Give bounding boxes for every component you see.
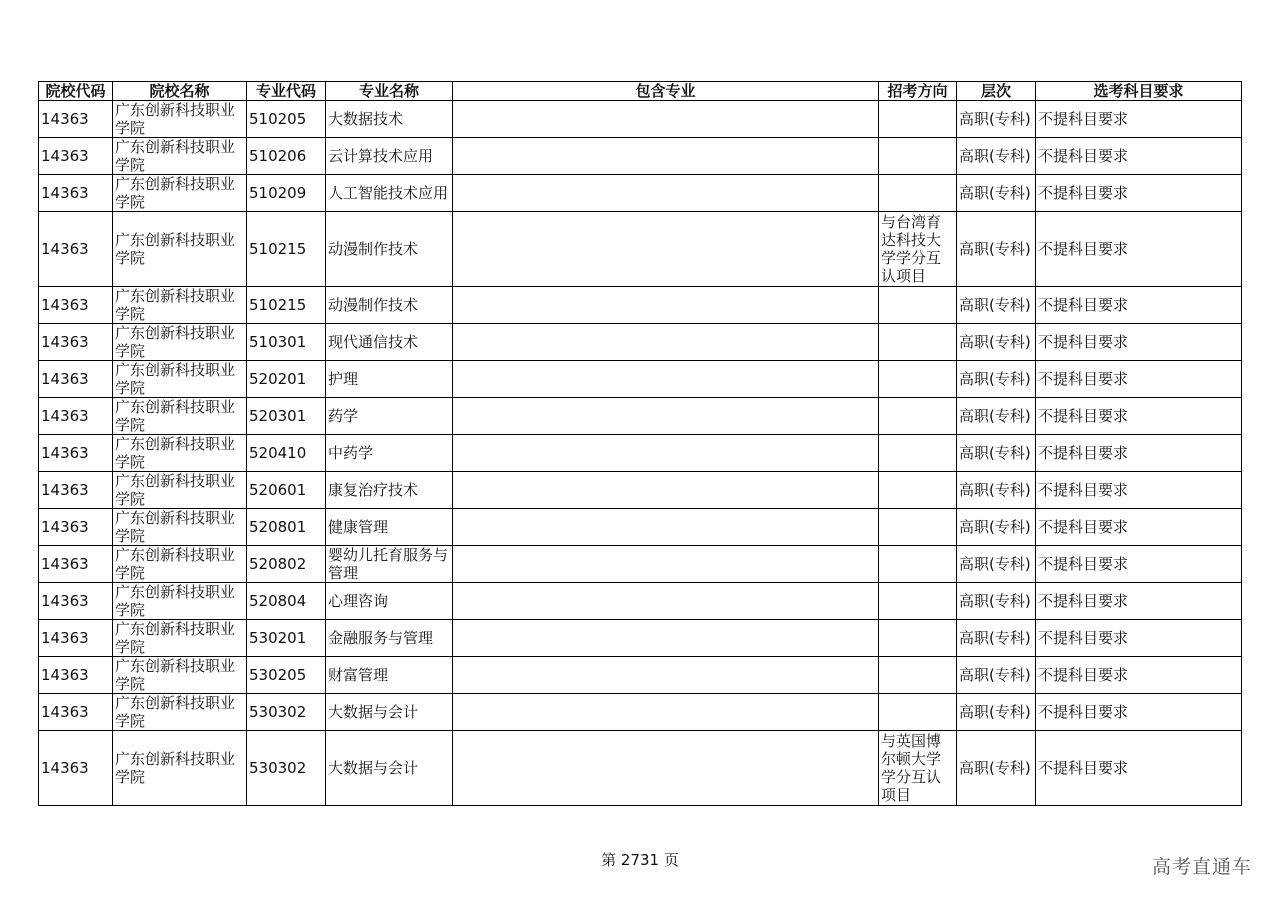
cell-subject-req: 不提科目要求 [1036, 175, 1242, 212]
cell-subject-req: 不提科目要求 [1036, 694, 1242, 731]
cell-school-name: 广东创新科技职业学院 [113, 324, 247, 361]
cell-subject-req: 不提科目要求 [1036, 101, 1242, 138]
table-row [39, 324, 1242, 361]
header-level: 层次 [957, 82, 1036, 101]
cell-school-name: 广东创新科技职业学院 [113, 657, 247, 694]
admissions-table [38, 81, 1242, 806]
cell-subject-req: 不提科目要求 [1036, 731, 1242, 806]
cell-direction [879, 620, 957, 657]
cell-subject-req: 不提科目要求 [1036, 620, 1242, 657]
cell-school-code: 14363 [39, 138, 113, 175]
cell-level: 高职(专科) [957, 398, 1036, 435]
table-row [39, 509, 1242, 546]
cell-subject-req: 不提科目要求 [1036, 212, 1242, 287]
table-row [39, 175, 1242, 212]
cell-included-majors [453, 620, 879, 657]
cell-direction [879, 287, 957, 324]
cell-direction [879, 361, 957, 398]
cell-school-name: 广东创新科技职业学院 [113, 287, 247, 324]
table-row [39, 694, 1242, 731]
cell-subject-req: 不提科目要求 [1036, 324, 1242, 361]
cell-included-majors [453, 546, 879, 583]
cell-major-name: 大数据与会计 [326, 731, 453, 806]
cell-major-code: 530205 [247, 657, 326, 694]
cell-subject-req: 不提科目要求 [1036, 398, 1242, 435]
cell-major-code: 510301 [247, 324, 326, 361]
cell-direction [879, 657, 957, 694]
table-row [39, 620, 1242, 657]
cell-school-code: 14363 [39, 398, 113, 435]
cell-major-code: 530201 [247, 620, 326, 657]
cell-level: 高职(专科) [957, 361, 1036, 398]
table-row [39, 361, 1242, 398]
cell-major-code: 520301 [247, 398, 326, 435]
cell-major-code: 530302 [247, 694, 326, 731]
table-row [39, 138, 1242, 175]
cell-level: 高职(专科) [957, 620, 1036, 657]
cell-subject-req: 不提科目要求 [1036, 657, 1242, 694]
cell-major-name: 心理咨询 [326, 583, 453, 620]
cell-direction [879, 101, 957, 138]
cell-major-name: 康复治疗技术 [326, 472, 453, 509]
cell-school-code: 14363 [39, 361, 113, 398]
cell-included-majors [453, 694, 879, 731]
watermark: 高考直通车 [1151, 856, 1252, 878]
cell-school-code: 14363 [39, 731, 113, 806]
cell-direction [879, 694, 957, 731]
cell-included-majors [453, 175, 879, 212]
cell-included-majors [453, 435, 879, 472]
cell-school-code: 14363 [39, 583, 113, 620]
cell-subject-req: 不提科目要求 [1036, 138, 1242, 175]
cell-major-code: 520201 [247, 361, 326, 398]
header-major-code: 专业代码 [247, 82, 326, 101]
cell-included-majors [453, 472, 879, 509]
cell-school-name: 广东创新科技职业学院 [113, 694, 247, 731]
cell-direction [879, 509, 957, 546]
cell-subject-req: 不提科目要求 [1036, 287, 1242, 324]
cell-level: 高职(专科) [957, 101, 1036, 138]
cell-major-code: 520804 [247, 583, 326, 620]
cell-included-majors [453, 731, 879, 806]
header-row [39, 82, 1242, 101]
cell-major-code: 510209 [247, 175, 326, 212]
cell-subject-req: 不提科目要求 [1036, 472, 1242, 509]
cell-direction [879, 472, 957, 509]
cell-level: 高职(专科) [957, 435, 1036, 472]
page-number: 第 2731 页 [601, 851, 679, 869]
cell-school-code: 14363 [39, 694, 113, 731]
header-school-name: 院校名称 [113, 82, 247, 101]
cell-school-name: 广东创新科技职业学院 [113, 472, 247, 509]
cell-major-code: 510206 [247, 138, 326, 175]
header-subject-req: 选考科目要求 [1036, 82, 1242, 101]
cell-direction [879, 583, 957, 620]
cell-level: 高职(专科) [957, 657, 1036, 694]
cell-major-code: 520802 [247, 546, 326, 583]
cell-major-code: 510215 [247, 212, 326, 287]
cell-direction [879, 398, 957, 435]
cell-school-code: 14363 [39, 175, 113, 212]
cell-school-name: 广东创新科技职业学院 [113, 583, 247, 620]
cell-school-name: 广东创新科技职业学院 [113, 435, 247, 472]
cell-level: 高职(专科) [957, 694, 1036, 731]
cell-school-code: 14363 [39, 546, 113, 583]
cell-school-name: 广东创新科技职业学院 [113, 138, 247, 175]
cell-school-code: 14363 [39, 212, 113, 287]
cell-school-name: 广东创新科技职业学院 [113, 212, 247, 287]
cell-school-code: 14363 [39, 435, 113, 472]
cell-direction [879, 138, 957, 175]
cell-level: 高职(专科) [957, 583, 1036, 620]
cell-level: 高职(专科) [957, 212, 1036, 287]
cell-level: 高职(专科) [957, 509, 1036, 546]
table-row [39, 287, 1242, 324]
table-row [39, 657, 1242, 694]
cell-included-majors [453, 212, 879, 287]
cell-school-code: 14363 [39, 324, 113, 361]
cell-major-code: 520601 [247, 472, 326, 509]
cell-included-majors [453, 361, 879, 398]
cell-school-code: 14363 [39, 657, 113, 694]
table-row [39, 472, 1242, 509]
cell-level: 高职(专科) [957, 546, 1036, 583]
cell-major-name: 云计算技术应用 [326, 138, 453, 175]
cell-school-name: 广东创新科技职业学院 [113, 175, 247, 212]
cell-major-code: 510205 [247, 101, 326, 138]
cell-subject-req: 不提科目要求 [1036, 435, 1242, 472]
table-row [39, 435, 1242, 472]
cell-included-majors [453, 398, 879, 435]
cell-major-name: 金融服务与管理 [326, 620, 453, 657]
cell-direction: 与英国博尔顿大学学分互认项目 [879, 731, 957, 806]
cell-major-name: 动漫制作技术 [326, 212, 453, 287]
cell-school-name: 广东创新科技职业学院 [113, 101, 247, 138]
cell-level: 高职(专科) [957, 472, 1036, 509]
cell-school-name: 广东创新科技职业学院 [113, 620, 247, 657]
cell-major-name: 人工智能技术应用 [326, 175, 453, 212]
cell-subject-req: 不提科目要求 [1036, 583, 1242, 620]
cell-direction [879, 324, 957, 361]
cell-included-majors [453, 657, 879, 694]
cell-major-name: 现代通信技术 [326, 324, 453, 361]
table-row [39, 212, 1242, 287]
cell-major-name: 财富管理 [326, 657, 453, 694]
cell-school-name: 广东创新科技职业学院 [113, 398, 247, 435]
cell-school-code: 14363 [39, 620, 113, 657]
table-row [39, 398, 1242, 435]
cell-included-majors [453, 324, 879, 361]
cell-school-name: 广东创新科技职业学院 [113, 361, 247, 398]
cell-school-code: 14363 [39, 101, 113, 138]
cell-direction: 与台湾育达科技大学学分互认项目 [879, 212, 957, 287]
cell-included-majors [453, 287, 879, 324]
cell-major-name: 护理 [326, 361, 453, 398]
cell-included-majors [453, 101, 879, 138]
cell-major-name: 动漫制作技术 [326, 287, 453, 324]
cell-major-name: 药学 [326, 398, 453, 435]
cell-direction [879, 546, 957, 583]
header-included-majors: 包含专业 [453, 82, 879, 101]
cell-major-code: 530302 [247, 731, 326, 806]
table-row [39, 583, 1242, 620]
cell-school-code: 14363 [39, 287, 113, 324]
table-row [39, 731, 1242, 806]
cell-school-name: 广东创新科技职业学院 [113, 509, 247, 546]
cell-major-name: 大数据与会计 [326, 694, 453, 731]
cell-level: 高职(专科) [957, 324, 1036, 361]
header-major-name: 专业名称 [326, 82, 453, 101]
cell-level: 高职(专科) [957, 731, 1036, 806]
cell-level: 高职(专科) [957, 138, 1036, 175]
cell-subject-req: 不提科目要求 [1036, 546, 1242, 583]
header-direction: 招考方向 [879, 82, 957, 101]
cell-major-name: 健康管理 [326, 509, 453, 546]
header-school-code: 院校代码 [39, 82, 113, 101]
cell-school-name: 广东创新科技职业学院 [113, 731, 247, 806]
cell-major-code: 520410 [247, 435, 326, 472]
cell-direction [879, 435, 957, 472]
cell-major-name: 婴幼儿托育服务与管理 [326, 546, 453, 583]
cell-major-name: 中药学 [326, 435, 453, 472]
cell-direction [879, 175, 957, 212]
cell-subject-req: 不提科目要求 [1036, 361, 1242, 398]
cell-included-majors [453, 138, 879, 175]
cell-included-majors [453, 509, 879, 546]
cell-major-code: 520801 [247, 509, 326, 546]
cell-subject-req: 不提科目要求 [1036, 509, 1242, 546]
table-row [39, 101, 1242, 138]
table-row [39, 546, 1242, 583]
cell-level: 高职(专科) [957, 175, 1036, 212]
cell-included-majors [453, 583, 879, 620]
cell-school-code: 14363 [39, 472, 113, 509]
cell-school-name: 广东创新科技职业学院 [113, 546, 247, 583]
cell-major-code: 510215 [247, 287, 326, 324]
cell-level: 高职(专科) [957, 287, 1036, 324]
cell-school-code: 14363 [39, 509, 113, 546]
cell-major-name: 大数据技术 [326, 101, 453, 138]
table-body [39, 101, 1242, 806]
